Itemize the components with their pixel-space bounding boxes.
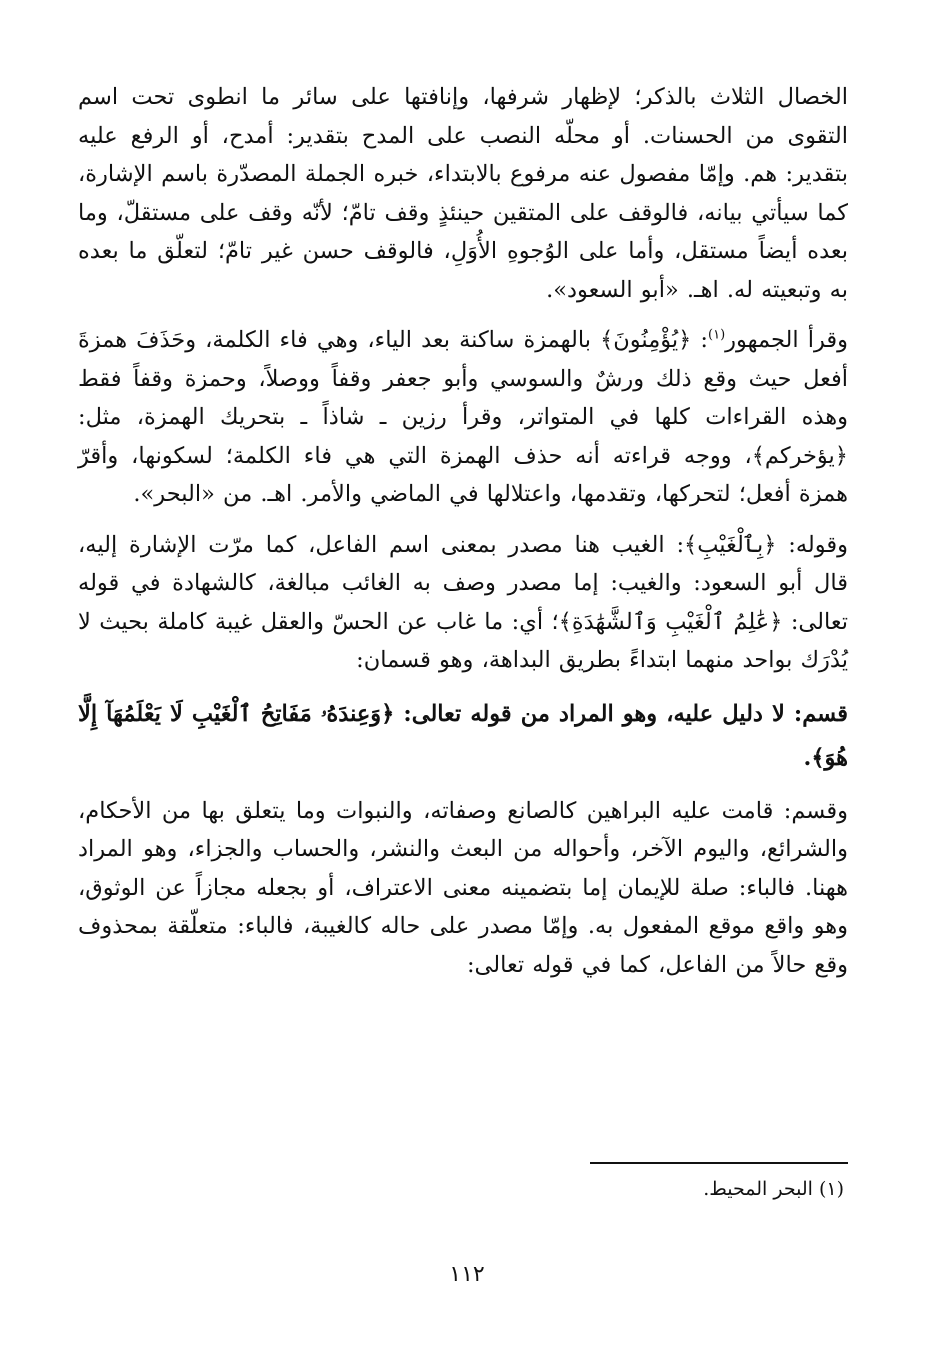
page-body xyxy=(78,78,848,984)
paragraph-3: وقوله: ﴿بِٱلْغَيْبِ﴾: الغيب هنا مصدر بمعنى اسم الفاعل، كما مرّت الإشارة إليه، قال أبو السعود: والغيب: إما مصدر وصف به الغائب مبالغة، كالشهادة في قوله تعالى: ﴿عَٰلِمُ ٱلْغَيْبِ وَٱلشَّهَٰدَةِ﴾؛ أي: ما غاب عن الحسّ والعقل غيبة كاملة بحيث لا يُدْرَك بواحد منهما ابتداءً بطريق البداهة، وهو قسمان: xyxy=(78,531,848,673)
footnote: (١) البحر المحيط. xyxy=(703,1178,844,1200)
footnote-marker: (١) xyxy=(708,327,726,343)
paragraph-1: الخصال الثلاث بالذكر؛ لإظهار شرفها، وإنافتها على سائر ما انطوى تحت اسم التقوى من الحسنات. أو محلّه النصب على المدح بتقدير: أمدح، أو الرفع عليه بتقدير: هم. وإمّا مفصول عنه مرفوع بالابتداء، خبره الجملة المصدّرة باسم الإشارة، كما سيأتي بيانه، فالوقف على المتقين حينئذٍ وقف تامّ؛ لأنّه وقف على مستقلّ، وما بعده أيضاً مستقل، وأما على الوُجوهِ الأُوَلِ، فالوقف حسن غير تامّ؛ لتعلّق ما بعده به وتبعيته له. اهـ. «أبو السعود». xyxy=(78,84,848,303)
paragraph-2-continuation: وحَذَفَ همزةَ أفعل حيث وقع ذلك ورشٌ والسوسي وأبو جعفر وقفاً ووصلاً، وحمزة وقفاً فقط وهذه القراءات كلها في المتواتر، وقرأ رزين ـ شاذاً ـ بتحريك الهمزة، مثل: ﴿يؤخركم﴾، ووجه قراءته أنه حذف الهمزة التي هي فاء الكلمة؛ لسكونها، وأقرّ همزة أفعل؛ لتحركها، وتقدمها، واعتلالها في الماضي والأمر. اهـ. من «البحر». xyxy=(78,327,848,507)
jumhur-lead: وقرأ الجمهور xyxy=(725,327,849,353)
footnote-separator xyxy=(590,1162,848,1164)
page-number: ١١٢ xyxy=(449,1262,485,1287)
paragraph-2 xyxy=(78,321,848,514)
paragraph-5: وقسم: قامت عليه البراهين كالصانع وصفاته، والنبوات وما يتعلق بها من الأحكام، والشرائع، واليوم الآخر، وأحواله من البعث والنشر، والحساب والجزاء، وهو المراد ههنا. فالباء: صلة للإيمان إما بتضمينه معنى الاعتراف، أو بجعله مجازاً عن الوثوق، وهو واقع موقع المفعول به. وإمّا مصدر على حاله كالغيبة، فالباء: متعلّقة بمحذوف وقع حالاً من الفاعل، كما في قوله تعالى: xyxy=(78,797,848,978)
jumhur-rest: : ﴿يُؤْمِنُونَ﴾ بالهمزة ساكنة بعد الياء، وهي فاء الكلمة، xyxy=(196,327,708,353)
paragraph-4: قسم: لا دليل عليه، وهو المراد من قوله تعالى: ﴿وَعِندَهُۥ مَفَاتِحُ ٱلْغَيْبِ لَا يَعْلَمُهَآ إِلَّا هُوَ﴾. xyxy=(78,700,848,771)
